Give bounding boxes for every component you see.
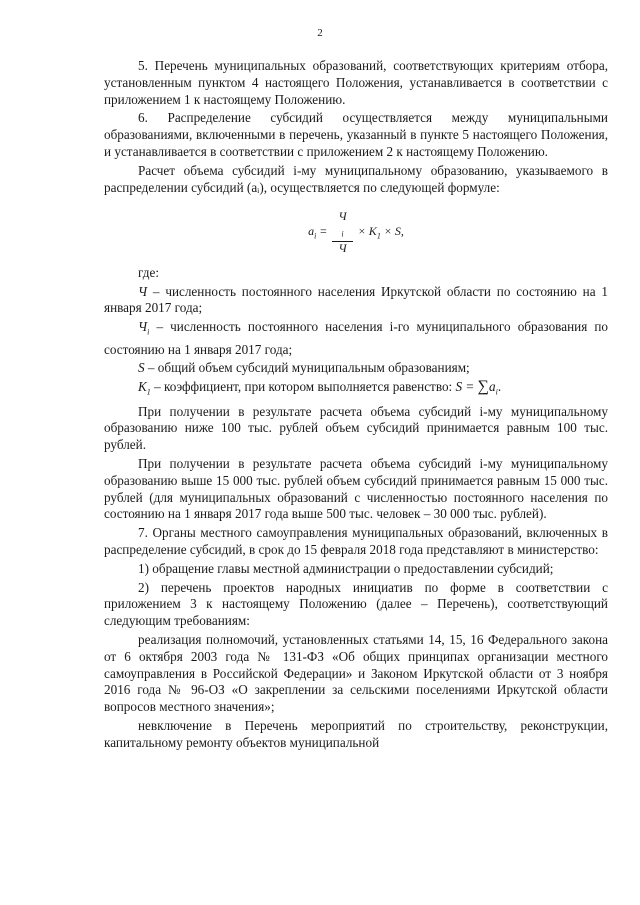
requirement-2: невключение в Перечень мероприятий по строительству, реконструкции, капитальному ремонту объектов муниципальной xyxy=(104,717,608,750)
page-number: 2 xyxy=(317,27,323,39)
formula-s: S xyxy=(394,224,401,239)
formula-fraction xyxy=(332,210,352,254)
formula xyxy=(104,210,608,254)
paragraph-7: 7. Органы местного самоуправления муниципальных образований, включенных в распределение субсидий, в срок до 15 февраля 2018 года представляют в министерство: xyxy=(104,525,608,557)
requirement-1: реализация полномочий, установленных статьями 14, 15, 16 Федерального закона от 6 октября 2003 года № 131-ФЗ «Об общих принципах организации местного самоуправления в Российской Федерации» и Законом Иркутской области от 3 ноября 2016 года № 96-ОЗ «О закреплении за сельскими поселениями Иркутской области вопросов местного значения»; xyxy=(104,631,608,715)
definition-chi: $Ч_i$ – численность постоянного населения i-го муниципального образования по состоянию на 1 января 2017 года; xyxy=(104,319,609,357)
symbol-ch: Ч xyxy=(138,283,148,299)
formula-times-1: × xyxy=(357,224,366,239)
symbol-chi: $Ч_i$ xyxy=(138,319,150,337)
fraction-denominator: Ч xyxy=(338,240,347,255)
where-label: где: xyxy=(138,264,159,280)
paragraph-6: 6. Распределение субсидий осуществляется между муниципальными образованиями, включенными в перечень, указанный в пункте 5 настоящего Положения, и устанавливается в соответствии с приложением 2 к настоящему Положению. xyxy=(104,110,608,159)
formula-equals: = xyxy=(319,224,328,239)
definition-s: S – общий объем субсидий муниципальным образованиям; xyxy=(138,360,470,376)
definition-k1: $K_1$ – коэффициент, при котором выполняется равенство: $S = \sum a_i$. xyxy=(138,378,502,397)
paragraph-min-subsidy: При получении в результате расчета объема субсидий i-му муниципальному образованию ниже 100 тыс. рублей объем субсидий принимается равным 100 тыс. рублей. xyxy=(104,403,608,453)
definition-ch: Ч – численность постоянного населения Иркутской области по состоянию на 1 января 2017 года; xyxy=(104,283,608,316)
paragraph-5: 5. Перечень муниципальных образований, соответствующих критериям отбора, установленным пунктом 4 настоящего Положения, устанавливается в соответствии с приложением 1 к настоящему Положению. xyxy=(104,58,608,107)
paragraph-max-subsidy: При получении в результате расчета объема субсидий i-му муниципальному образованию выше 15 000 тыс. рублей объем субсидий принимается равным 15 000 тыс. рублей (для муниципальных образований с численностью постоянного населения по состоянию на 1 января 2017 года выше 500 тыс. человек – 30 000 тыс. рублей). xyxy=(104,456,608,522)
list-item-2: 2) перечень проектов народных инициатив по форме в соответствии с приложением 3 к настоящему Положению (далее – Перечень), соответствующий следующим требованиям: xyxy=(104,579,608,629)
symbol-k1: $K_1$ xyxy=(138,379,151,397)
formula-a: $a_i$ xyxy=(308,224,317,241)
fraction-numerator: Ч $_i$ xyxy=(332,210,352,241)
formula-comma: , xyxy=(400,224,404,239)
equality-formula: $S = \sum a_i$ xyxy=(455,378,498,397)
document-body xyxy=(104,58,608,754)
symbol-s: S xyxy=(138,360,145,376)
formula-times-2: × xyxy=(383,224,392,239)
paragraph-calc-intro: Расчет объема субсидий i-му муниципальному образованию, указываемого в распределении субсидий (aᵢ), осуществляется по следующей формуле: xyxy=(104,162,608,195)
formula-k1: $K_1$ xyxy=(368,224,381,241)
list-item-1: 1) обращение главы местной администрации о предоставлении субсидий; xyxy=(138,560,554,576)
